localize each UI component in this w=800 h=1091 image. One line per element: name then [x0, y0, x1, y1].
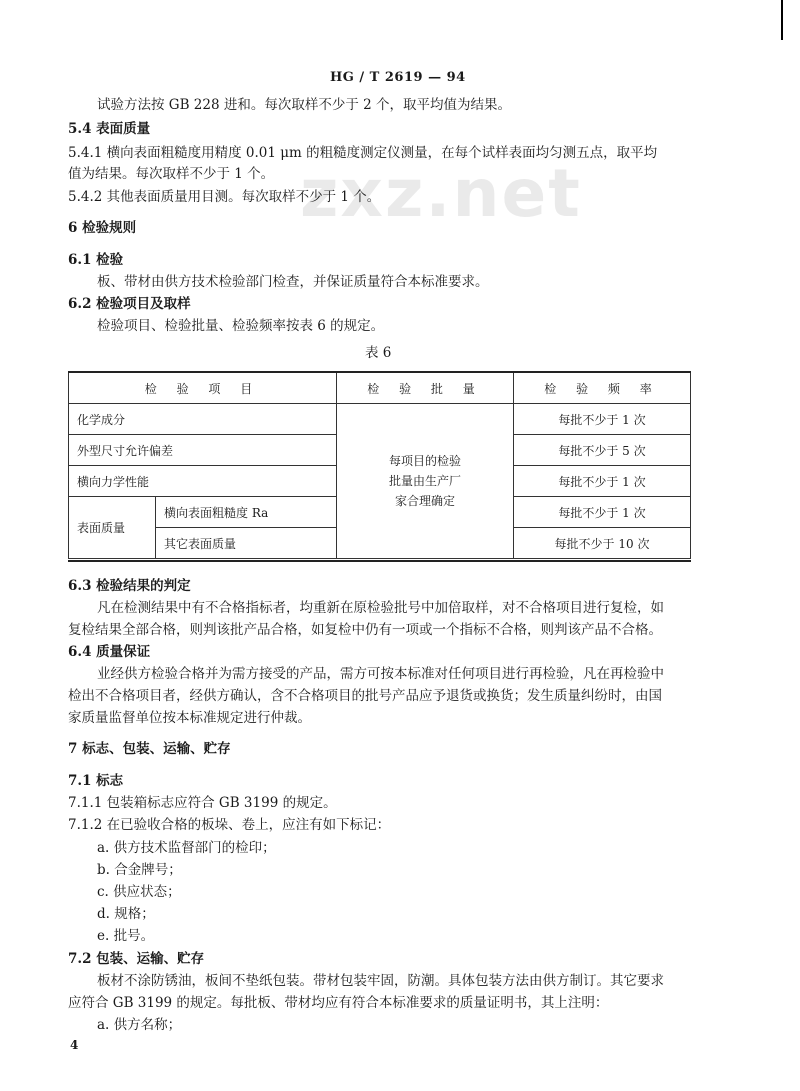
text-line: 应符合 GB 3199 的规定。每批板、带材均应有符合本标准要求的质量证明书，其上注明：: [68, 995, 609, 1011]
batch-line: 批量由生产厂: [388, 474, 461, 488]
inspection-table: [68, 371, 691, 559]
page-header: HG / T 2619 — 94: [330, 70, 466, 85]
section-5-4-2: 5.4.2 其他表面质量用目测。每次取样不少于 1 个。: [68, 189, 381, 205]
section-7: 7 标志、包装、运输、贮存: [68, 741, 231, 757]
text-line: 试验方法按 GB 228 进和。每次取样不少于 2 个，取平均值为结果。: [97, 97, 512, 113]
text-line: 凡在检测结果中有不合格指标者，均重新在原检验批号中加倍取样，对不合格项目进行复检，如: [97, 600, 664, 616]
table-cell-item: 外型尺寸允许偏差: [69, 435, 337, 466]
section-7-1-2: 7.1.2 在已验收合格的板垛、卷上，应注有如下标记：: [68, 817, 391, 833]
table-header-item: 检 验 项 目: [69, 372, 337, 404]
table-header-batch: 检 验 批 量: [337, 372, 514, 404]
table-cell-freq: 每批不少于 1 次: [514, 404, 691, 435]
section-5-4: 5.4 表面质量: [68, 121, 151, 137]
section-5-4-1: 5.4.1 横向表面粗糙度用精度 0.01 μm 的粗糙度测定仪测量，在每个试样表面均匀测五点，取平均: [68, 145, 658, 161]
section-6: 6 检验规则: [68, 220, 137, 236]
list-item: a. 供方技术监督部门的检印；: [97, 840, 276, 856]
text-line: 检出不合格项目者，经供方确认，含不合格项目的批号产品应予退货或换货；发生质量纠纷时，由国: [68, 688, 662, 704]
section-7-2: 7.2 包装、运输、贮存: [68, 951, 205, 967]
section-6-3: 6.3 检验结果的判定: [68, 578, 191, 594]
text-line: 业经供方检验合格并为需方接受的产品，需方可按本标准对任何项目进行再检验，凡在再检验中: [97, 666, 664, 682]
table-bottom-rule: [68, 560, 691, 562]
table-cell-freq: 每批不少于 5 次: [514, 435, 691, 466]
table-cell-item: 化学成分: [69, 404, 337, 435]
table-cell-freq: 每批不少于 1 次: [514, 497, 691, 528]
page-edge-bar: [781, 0, 783, 40]
list-item: b. 合金牌号；: [97, 862, 182, 878]
watermark: zxz.net: [300, 155, 582, 232]
table-cell-freq: 每批不少于 1 次: [514, 466, 691, 497]
section-6-1: 6.1 检验: [68, 252, 124, 268]
table-cell-item: 横向力学性能: [69, 466, 337, 497]
list-item: d. 规格；: [97, 906, 155, 922]
batch-line: 家合理确定: [394, 494, 455, 508]
table-header-freq: 检 验 频 率: [514, 372, 691, 404]
text-line: 值为结果。每次取样不少于 1 个。: [68, 166, 275, 182]
list-item: e. 批号。: [97, 928, 155, 944]
table-title: 表 6: [365, 345, 392, 361]
section-6-4: 6.4 质量保证: [68, 644, 151, 660]
table-cell-group: 表面质量: [69, 497, 156, 559]
text-line: 板、带材由供方技术检验部门检查，并保证质量符合本标准要求。: [97, 274, 489, 290]
text-line: 家质量监督单位按本标准规定进行仲裁。: [68, 710, 311, 726]
text-line: 检验项目、检验批量、检验频率按表 6 的规定。: [97, 318, 385, 334]
text-line: 板材不涂防锈油，板间不垫纸包装。带材包装牢固，防潮。具体包装方法由供方制订。其它要求: [97, 973, 664, 989]
table-cell-batch: [337, 404, 514, 559]
section-7-1-1: 7.1.1 包装箱标志应符合 GB 3199 的规定。: [68, 795, 337, 811]
section-6-2: 6.2 检验项目及取样: [68, 296, 191, 312]
page-number: 4: [70, 1038, 79, 1052]
text-line: 复检结果全部合格，则判该批产品合格，如复检中仍有一项或一个指标不合格，则判该产品不合格。: [68, 622, 662, 638]
batch-line: 每项目的检验: [388, 454, 461, 468]
table-cell-freq: 每批不少于 10 次: [514, 528, 691, 559]
table-cell-item: 横向表面粗糙度 Ra: [156, 497, 337, 528]
list-item: c. 供应状态；: [97, 884, 181, 900]
table-cell-item: 其它表面质量: [156, 528, 337, 559]
list-item: a. 供方名称；: [97, 1017, 182, 1033]
section-7-1: 7.1 标志: [68, 773, 124, 789]
